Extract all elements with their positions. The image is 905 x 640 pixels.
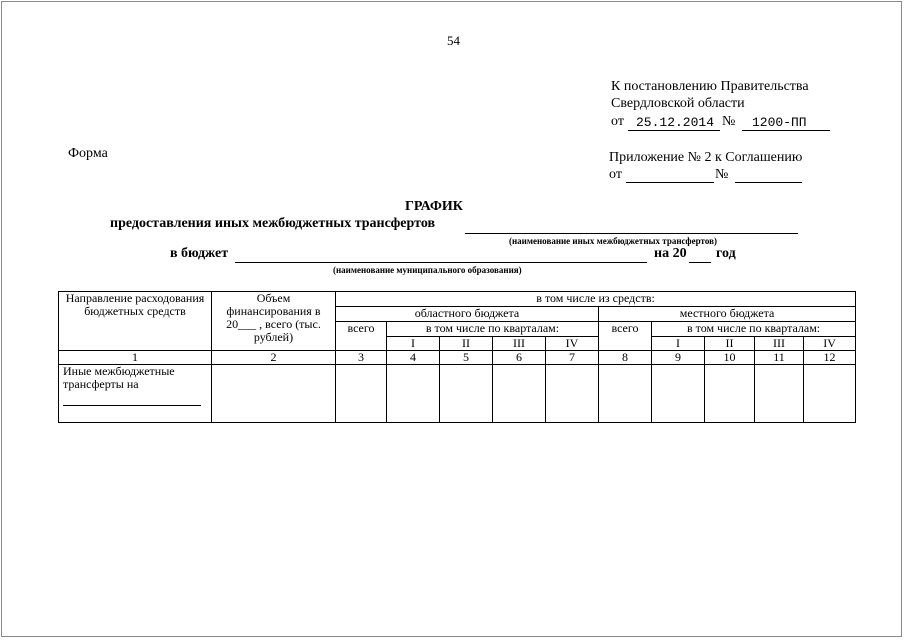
transfer-name-blank [465, 233, 798, 234]
form-label: Форма [68, 146, 108, 161]
table-row [59, 365, 856, 423]
header-line-2: Свердловской области [611, 96, 745, 111]
municipality-blank [235, 262, 647, 263]
data-cell [652, 365, 705, 423]
document-title: ГРАФИК [405, 199, 463, 214]
local-budget-header: местного бюджета [599, 307, 856, 322]
column-number: 9 [652, 351, 705, 365]
regional-quarters-header: в том числе по кварталам: [387, 322, 599, 337]
document-subtitle: предоставления иных межбюджетных трансфертов [110, 216, 436, 231]
data-cell [705, 365, 755, 423]
header-date-underline [628, 130, 720, 131]
local-quarters-header: в том числе по кварталам: [652, 322, 856, 337]
page-number: 54 [447, 33, 460, 48]
column-number: 3 [336, 351, 387, 365]
column-number: 2 [212, 351, 336, 365]
column-number: 4 [387, 351, 440, 365]
header-number-underline [742, 130, 830, 131]
regional-quarter-4: IV [546, 337, 599, 351]
appendix-number-sign: № [715, 167, 729, 182]
appendix-date-prefix: от [609, 167, 622, 182]
column-number: 12 [804, 351, 856, 365]
transfer-name-caption: (наименование иных межбюджетных трансфертов) [509, 236, 717, 246]
header-line-1: К постановлению Правительства [611, 79, 809, 94]
data-cell [546, 365, 599, 423]
data-cell [804, 365, 856, 423]
column-number: 7 [546, 351, 599, 365]
appendix-line-1: Приложение № 2 к Соглашению [609, 150, 803, 165]
local-quarter-3: III [755, 337, 804, 351]
year-prefix: на 20 [654, 246, 687, 261]
header-number: 1200-ПП [752, 115, 807, 130]
header-date-prefix: от [611, 114, 624, 129]
header-date: 25.12.2014 [636, 115, 715, 130]
regional-total-header: всего [336, 322, 387, 351]
column-number: 8 [599, 351, 652, 365]
data-cell [493, 365, 546, 423]
local-quarter-1: I [652, 337, 705, 351]
budget-label: в бюджет [170, 246, 229, 261]
col1-header: Направление расходования бюджетных средств [59, 292, 212, 351]
row-label-blank [63, 391, 201, 406]
data-cell [755, 365, 804, 423]
local-quarter-2: II [705, 337, 755, 351]
regional-quarter-2: II [440, 337, 493, 351]
col2-header: Объем финансирования в 20___ , всего (тыс. рублей) [212, 292, 336, 351]
municipality-caption: (наименование муниципального образования) [333, 265, 522, 275]
local-quarter-4: IV [804, 337, 856, 351]
data-cell [336, 365, 387, 423]
column-number: 11 [755, 351, 804, 365]
year-suffix: год [716, 246, 736, 261]
regional-quarter-1: I [387, 337, 440, 351]
appendix-number-blank [735, 182, 802, 183]
column-number: 6 [493, 351, 546, 365]
data-cell [440, 365, 493, 423]
row-label-cell [59, 365, 212, 423]
column-number: 1 [59, 351, 212, 365]
column-number: 5 [440, 351, 493, 365]
appendix-date-blank [626, 182, 714, 183]
schedule-table [58, 291, 856, 423]
data-cell [387, 365, 440, 423]
regional-budget-header: областного бюджета [336, 307, 599, 322]
sources-header: в том числе из средств: [336, 292, 856, 307]
column-numbers-row [59, 351, 856, 365]
header-number-sign: № [722, 114, 736, 129]
column-number: 10 [705, 351, 755, 365]
row-label: Иные межбюджетные трансферты на [63, 364, 175, 391]
data-cell [212, 365, 336, 423]
data-cell [599, 365, 652, 423]
regional-quarter-3: III [493, 337, 546, 351]
year-blank [689, 262, 711, 263]
local-total-header: всего [599, 322, 652, 351]
header-row-1 [59, 292, 856, 307]
